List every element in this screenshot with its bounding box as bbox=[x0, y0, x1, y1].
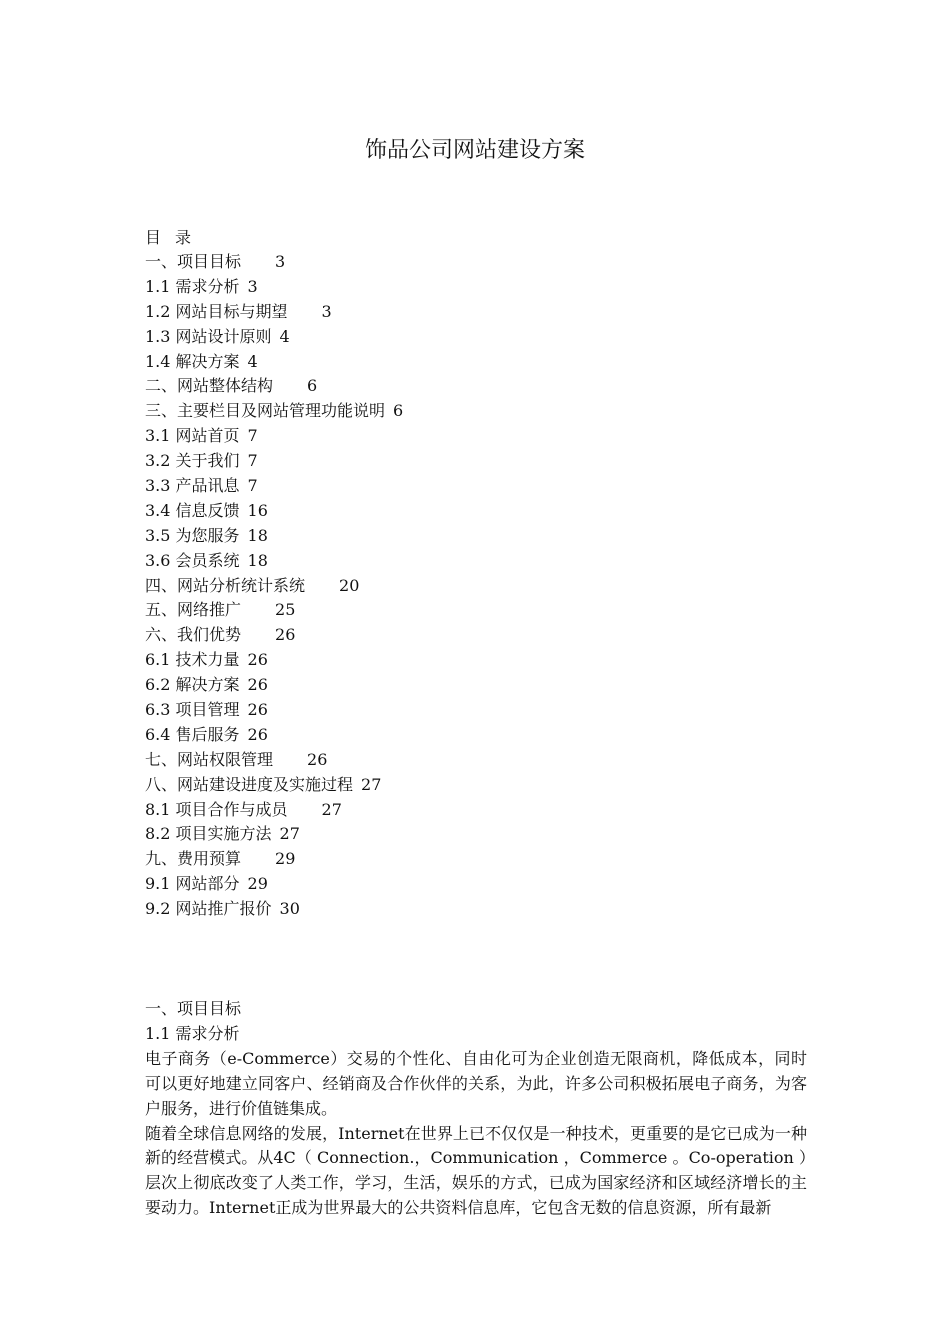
document-title: 饰品公司网站建设方案 bbox=[364, 138, 585, 163]
toc-entry[interactable] bbox=[145, 872, 403, 897]
toc-entry-label: 九、费用预算 bbox=[145, 849, 242, 869]
toc-entry-page: 6 bbox=[307, 376, 318, 396]
toc-entry-label: 3.5 为您服务 bbox=[145, 525, 240, 545]
paragraph: 随着全球信息网络的发展，Internet在世界上已不仅仅是一种技术，更重要的是它已成为一种新的经营模式。从4C（ Connection.，Communication ，Commerce 。Co-operation ）层次上彻底改变了人类工作，学习，生活，娱乐的方式，已成为国家经济和区域经济增长的主要动力。Internet正成为世界最大的公共资料信息库，它包含无数的信息资源，所有最新 bbox=[145, 1123, 807, 1218]
toc-entry-label: 3.1 网站首页 bbox=[145, 426, 240, 446]
toc-entry[interactable] bbox=[145, 474, 403, 499]
toc-entry[interactable] bbox=[145, 847, 403, 872]
toc-entry-page: 26 bbox=[307, 749, 328, 769]
toc-entry-page: 27 bbox=[361, 774, 382, 794]
toc-entry-label: 3.4 信息反馈 bbox=[145, 500, 240, 520]
toc-entry-page: 3 bbox=[321, 301, 332, 321]
toc-entry-label: 6.2 解决方案 bbox=[145, 675, 240, 695]
toc-entry-label: 七、网站权限管理 bbox=[145, 749, 274, 769]
toc-entry-label: 1.4 解决方案 bbox=[145, 351, 240, 371]
toc-entry-page: 4 bbox=[247, 351, 258, 371]
table-of-contents bbox=[145, 250, 403, 922]
toc-entry-label: 二、网站整体结构 bbox=[145, 376, 274, 396]
toc-entry-page: 26 bbox=[247, 650, 268, 670]
toc-entry[interactable] bbox=[145, 275, 403, 300]
toc-entry-page: 26 bbox=[247, 700, 268, 720]
toc-entry-page: 18 bbox=[247, 550, 268, 570]
toc-entry[interactable] bbox=[145, 499, 403, 524]
toc-entry[interactable] bbox=[145, 325, 403, 350]
toc-entry[interactable] bbox=[145, 748, 403, 773]
toc-entry-label: 一、项目目标 bbox=[145, 252, 242, 271]
toc-entry[interactable] bbox=[145, 449, 403, 474]
toc-entry-label: 三、主要栏目及网站管理功能说明 bbox=[145, 401, 386, 421]
toc-entry-page: 3 bbox=[247, 276, 258, 296]
toc-entry[interactable] bbox=[145, 250, 403, 275]
toc-entry-page: 29 bbox=[247, 874, 268, 894]
toc-entry-label: 3.6 会员系统 bbox=[145, 550, 240, 570]
toc-entry[interactable] bbox=[145, 623, 403, 648]
toc-entry-label: 3.3 产品讯息 bbox=[145, 476, 240, 496]
toc-entry[interactable] bbox=[145, 698, 403, 723]
toc-entry-label: 6.1 技术力量 bbox=[145, 650, 240, 670]
toc-entry-page: 4 bbox=[279, 326, 290, 346]
toc-entry-page: 30 bbox=[279, 899, 300, 919]
toc-entry-label: 四、网站分析统计系统 bbox=[145, 575, 306, 595]
toc-entry[interactable] bbox=[145, 424, 403, 449]
toc-entry[interactable] bbox=[145, 673, 403, 698]
toc-entry-page: 3 bbox=[275, 252, 286, 271]
toc-entry-label: 8.2 项目实施方法 bbox=[145, 824, 272, 844]
toc-entry[interactable] bbox=[145, 648, 403, 673]
toc-entry-label: 3.2 关于我们 bbox=[145, 451, 240, 471]
toc-entry-label: 六、我们优势 bbox=[145, 625, 242, 645]
toc-entry-page: 7 bbox=[247, 476, 258, 496]
toc-entry-page: 18 bbox=[247, 525, 268, 545]
toc-entry-label: 1.1 需求分析 bbox=[145, 276, 240, 296]
toc-entry-page: 26 bbox=[275, 625, 296, 645]
paragraph: 电子商务（e-Commerce）交易的个性化、自由化可为企业创造无限商机，降低成本，同时可以更好地建立同客户、经销商及合作伙伴的关系，为此，许多公司积极拓展电子商务，为客户服务，进行价值链集成。 bbox=[145, 1048, 807, 1118]
toc-entry-label: 6.3 项目管理 bbox=[145, 700, 240, 720]
toc-entry[interactable] bbox=[145, 723, 403, 748]
section-heading: 一、项目目标 bbox=[145, 999, 242, 1018]
toc-entry-label: 8.1 项目合作与成员 bbox=[145, 799, 288, 819]
toc-entry-label: 八、网站建设进度及实施过程 bbox=[145, 774, 354, 794]
toc-entry[interactable] bbox=[145, 374, 403, 399]
toc-entry-page: 26 bbox=[247, 724, 268, 744]
toc-entry[interactable] bbox=[145, 300, 403, 325]
section-project-goals bbox=[145, 997, 807, 1221]
toc-entry-label: 1.3 网站设计原则 bbox=[145, 326, 272, 346]
toc-entry-label: 6.4 售后服务 bbox=[145, 724, 240, 744]
toc-entry-page: 7 bbox=[247, 451, 258, 471]
subsection-heading: 1.1 需求分析 bbox=[145, 1023, 240, 1043]
toc-entry[interactable] bbox=[145, 399, 403, 424]
toc-entry-label: 9.1 网站部分 bbox=[145, 874, 240, 894]
toc-entry[interactable] bbox=[145, 350, 403, 375]
toc-entry[interactable] bbox=[145, 549, 403, 574]
toc-entry-label: 五、网络推广 bbox=[145, 600, 242, 620]
toc-entry[interactable] bbox=[145, 524, 403, 549]
toc-entry[interactable] bbox=[145, 574, 403, 599]
toc-entry-page: 27 bbox=[321, 799, 342, 819]
toc-entry-label: 1.2 网站目标与期望 bbox=[145, 301, 288, 321]
toc-entry-page: 25 bbox=[275, 600, 296, 620]
toc-entry-page: 7 bbox=[247, 426, 258, 446]
toc-entry-page: 29 bbox=[275, 849, 296, 869]
toc-entry-page: 26 bbox=[247, 675, 268, 695]
toc-entry-label: 9.2 网站推广报价 bbox=[145, 899, 272, 919]
toc-entry[interactable] bbox=[145, 822, 403, 847]
toc-entry-page: 6 bbox=[393, 401, 404, 421]
toc-entry-page: 16 bbox=[247, 500, 268, 520]
toc-entry-page: 20 bbox=[339, 575, 360, 595]
toc-entry[interactable] bbox=[145, 598, 403, 623]
toc-entry[interactable] bbox=[145, 773, 403, 798]
toc-entry-page: 27 bbox=[279, 824, 300, 844]
toc-entry[interactable] bbox=[145, 897, 403, 922]
toc-heading: 目录 bbox=[145, 228, 206, 247]
toc-entry[interactable] bbox=[145, 798, 403, 823]
